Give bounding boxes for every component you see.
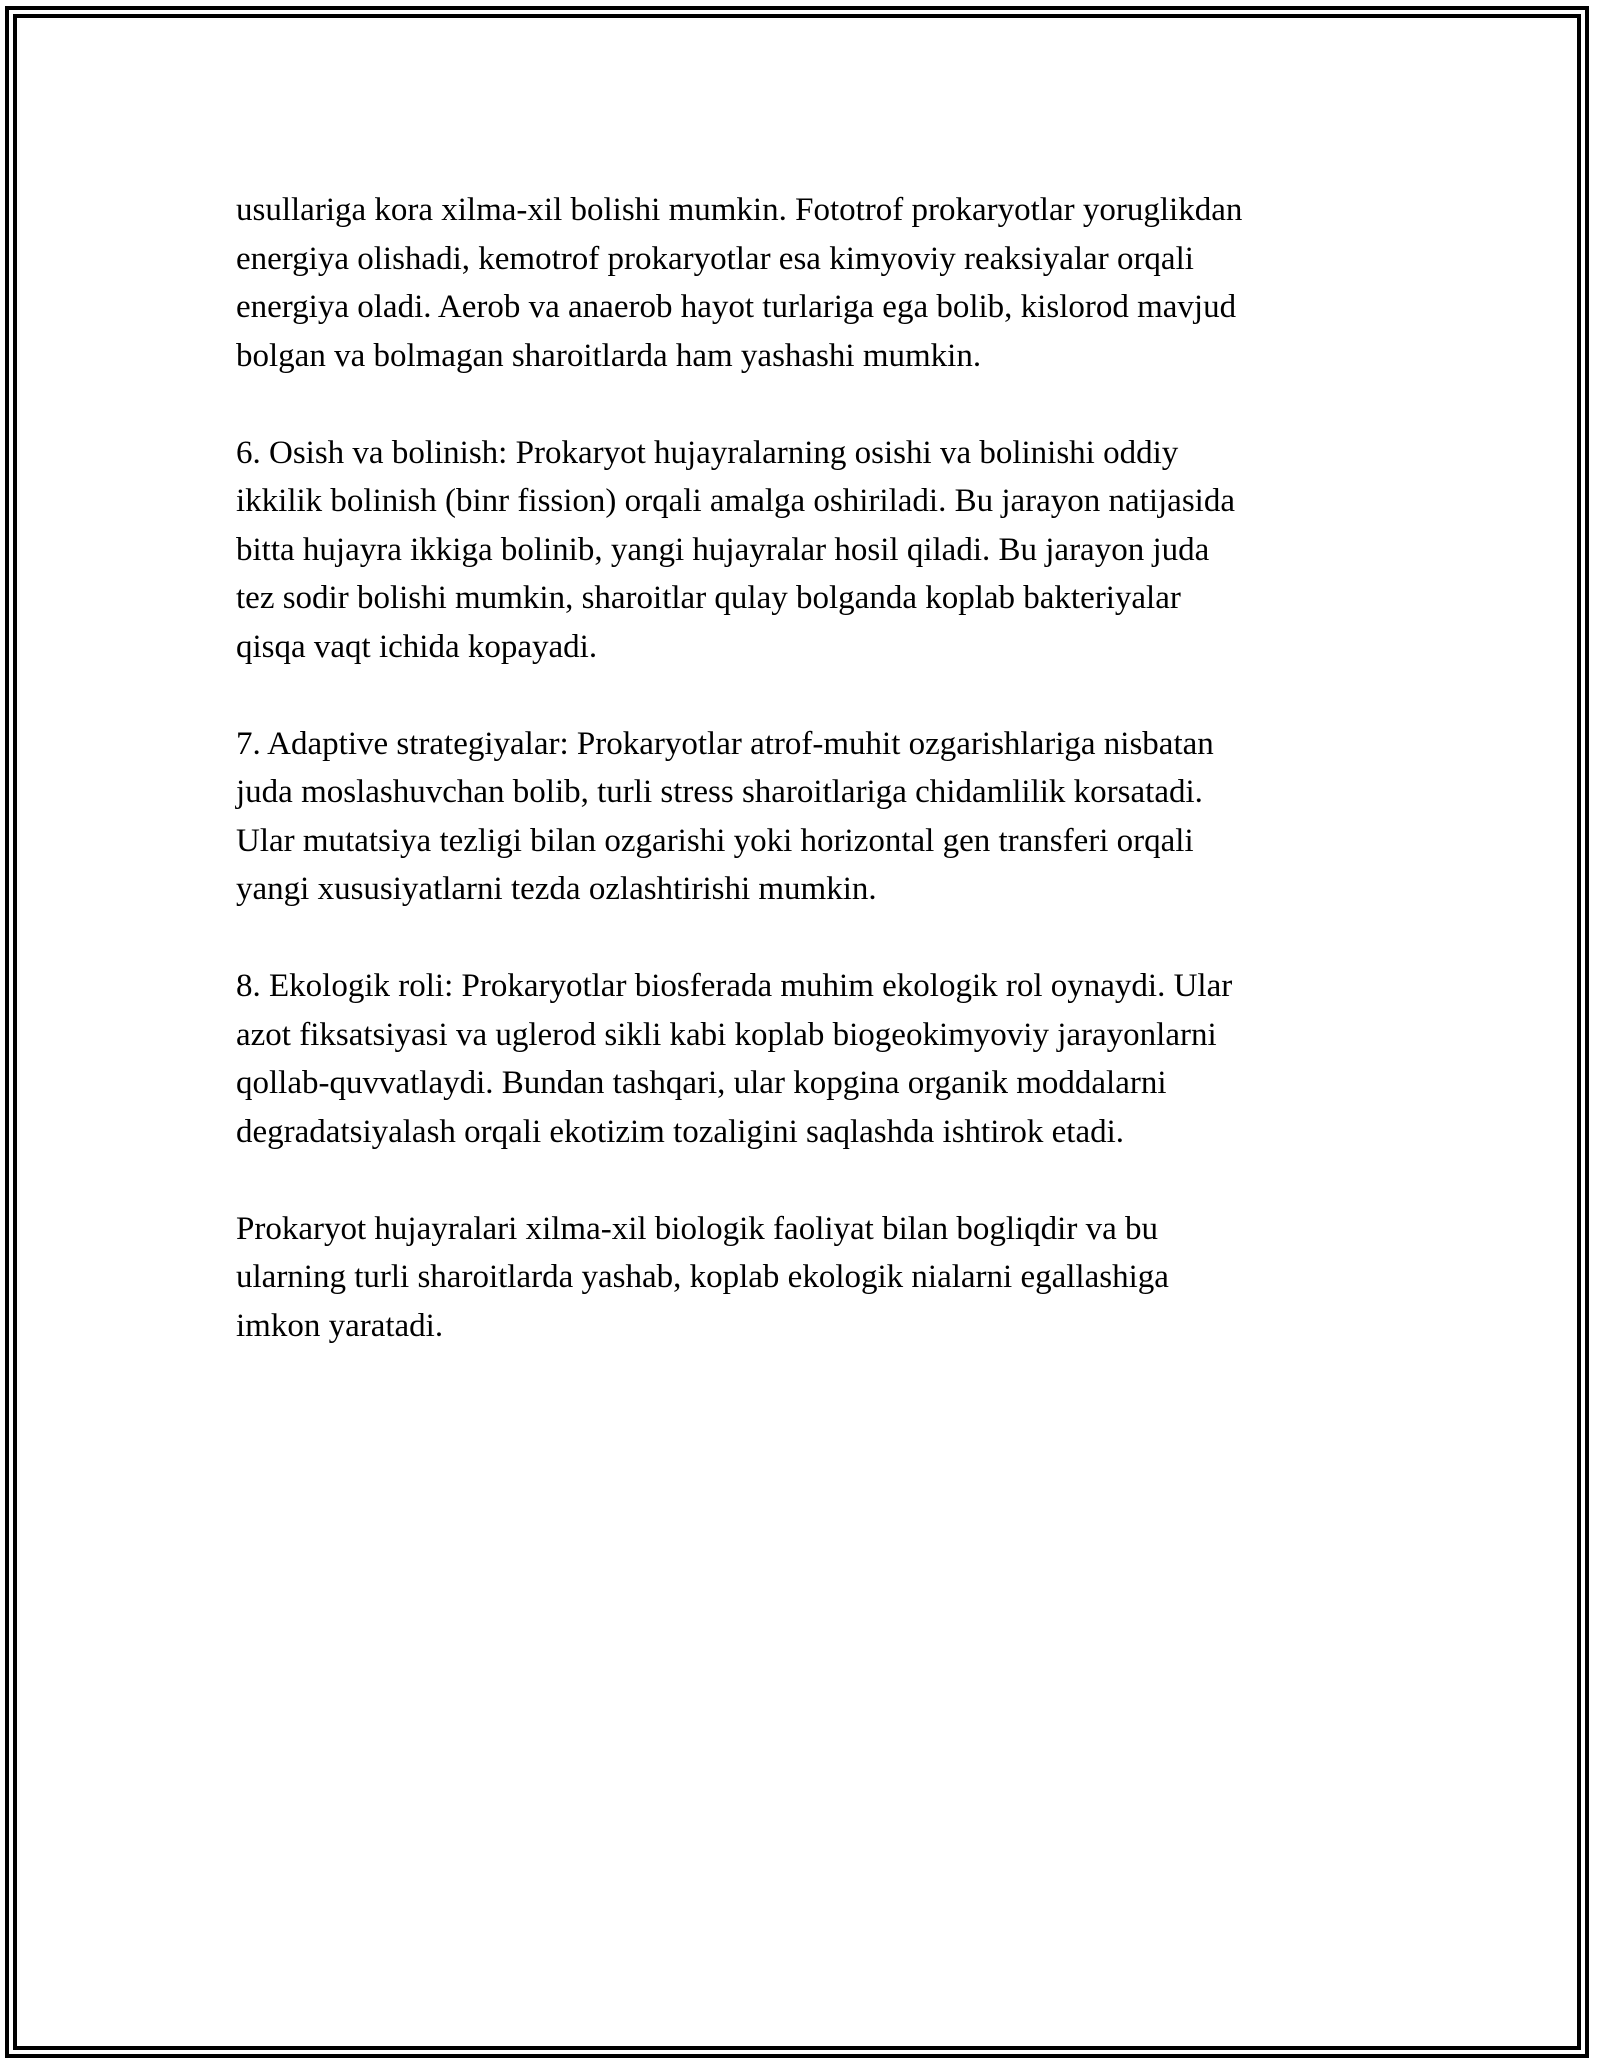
text-line: energiya oladi. Aerob va anaerob hayot turlariga ega bolib, kislorod mavjud [236, 289, 1237, 325]
text-line: qisqa vaqt ichida kopayadi. [236, 628, 598, 665]
text-line: Ular mutatsiya tezligi bilan ozgarishi yoki horizontal gen transferi orqali [236, 822, 1194, 859]
text-line: tez sodir bolishi mumkin, sharoitlar qulay bolganda koplab bakteriyalar [236, 580, 1181, 616]
text-line: yangi xususiyatlarni tezda ozlashtirishi mumkin. [236, 871, 877, 907]
text-line: qollab-quvvatlaydi. Bundan tashqari, ular kopgina organik moddalarni [236, 1065, 1167, 1101]
text-line: ularning turli sharoitlarda yashab, koplab ekologik nialarni egallashiga [236, 1259, 1169, 1295]
paragraph-continuation-metabolism [236, 186, 1386, 380]
paragraph-ecological-role [236, 962, 1386, 1156]
text-line: ikkilik bolinish (binr fission) orqali amalga oshiriladi. Bu jarayon natijasida [236, 483, 1235, 519]
paragraph-adaptive-strategies [236, 720, 1386, 914]
text-line: 8. Ekologik roli: Prokaryotlar biosferada muhim ekologik rol oynaydi. Ular [236, 968, 1233, 1004]
text-line: usullariga kora xilma-xil bolishi mumkin. Fototrof prokaryotlar yoruglikdan [236, 192, 1243, 228]
paragraph-conclusion [236, 1205, 1386, 1351]
text-line: juda moslashuvchan bolib, turli stress sharoitlariga chidamlilik korsatadi. [236, 774, 1203, 810]
text-line: bitta hujayra ikkiga bolinib, yangi hujayralar hosil qiladi. Bu jarayon juda [236, 531, 1210, 568]
text-line: 6. Osish va bolinish: Prokaryot hujayralarning osishi va bolinishi oddiy [236, 434, 1179, 471]
text-line: azot fiksatsiyasi va uglerod sikli kabi koplab biogeokimyoviy jarayonlarni [236, 1016, 1217, 1053]
text-line: Prokaryot hujayralari xilma-xil biologik faoliyat bilan bogliqdir va bu [236, 1210, 1158, 1247]
paragraph-growth-division [236, 429, 1386, 672]
text-line: bolgan va bolmagan sharoitlarda ham yashashi mumkin. [236, 337, 982, 374]
text-line: energiya olishadi, kemotrof prokaryotlar esa kimyoviy reaksiyalar orqali [236, 240, 1194, 277]
text-line: 7. Adaptive strategiyalar: Prokaryotlar atrof-muhit ozgarishlariga nisbatan [236, 725, 1214, 762]
document-body [236, 186, 1386, 1399]
text-line: degradatsiyalash orqali ekotizim tozaligini saqlashda ishtirok etadi. [236, 1113, 1125, 1150]
text-line: imkon yaratadi. [236, 1307, 444, 1344]
